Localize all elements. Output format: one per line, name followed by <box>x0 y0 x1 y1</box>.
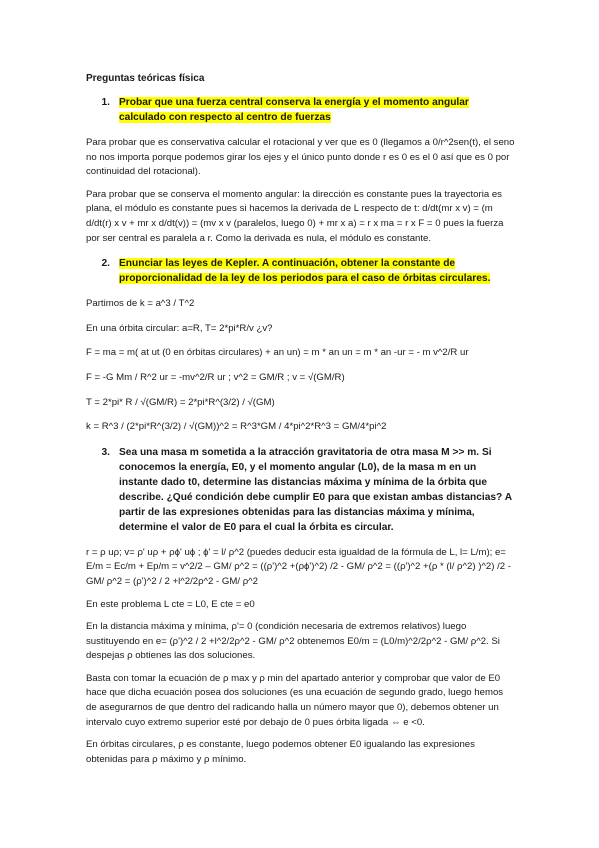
paragraph-extremes: En la distancia máxima y mínima, ρ'= 0 (condición necesaria de extremos relativos) luego sustituyendo en e= (ρ')^2 / 2 +l^2/2ρ^2 - GM/ ρ^2 obtenemos E0/m = (L0/m)^2/2ρ^2 - GM/ ρ^2. Si despejas ρ obtienes las dos soluciones. <box>86 621 500 662</box>
question-2-text-wrap <box>119 256 519 286</box>
question-3 <box>86 445 599 535</box>
paragraph-kepler-start: Partimos de k = a^3 / T^2 <box>86 298 195 310</box>
document-title: Preguntas teóricas física <box>86 73 205 84</box>
paragraph-constants: En este problema L cte = L0, E cte = e0 <box>86 598 255 610</box>
question-1 <box>86 95 599 125</box>
question-2 <box>86 256 599 286</box>
paragraph-angular-momentum: Para probar que se conserva el momento angular: la dirección es constante pues la trayectoria es plana, el módulo es constante pues si hacemos la derivada de L respecto de t: d/dt(mr x v) = (m d/dt(r) x v + mr x d/dt(v)) = (mv x v (paralelos, luego 0) + mr x a) = r x ma = r x F = 0 pues la fuerza por ser central es paralela a r. Como la derivada es nula, el módulo es constante. <box>86 188 504 244</box>
question-1-text: Probar que una fuerza central conserva la energía y el momento angular calculado con respecto al centro de fuerzas <box>119 97 469 123</box>
question-3-number: 3. <box>101 446 110 458</box>
question-3-text: Sea una masa m sometida a la atracción gravitatoria de otra masa M >> m. Si conocemos la energía, E0, y el momento angular (L0), de la masa m en un instante dado t0, determine las distancias máxima y mínima de la órbita que describe. ¿Qué condición debe cumplir E0 para que existan ambas distancias? A partir de las expresiones obtenidas para las distancias máxima y mínima, determine el valor de E0 para el cual la órbita es circular. <box>119 446 512 533</box>
paragraph-period: T = 2*pi* R / √(GM/R) = 2*pi*R^(3/2) / √(GM) <box>86 396 275 408</box>
paragraph-energy-derivation: r = ρ uρ; v= ρ' uρ + ρϕ' uϕ ; ϕ' = l/ ρ^2 (puedes deducir esta igualdad de la fórmula de L, l= L/m); e= E/m = Ec/m + Ep/m = v^2/2 – GM/ ρ^2 = ((ρ')^2 +(ρϕ')^2) /2 - GM/ ρ^2 = ((ρ')^2 +(ρ * (l/ ρ^2) )^2) /2 - GM/ ρ^2 = (ρ')^2 / 2 +l^2/2ρ^2 - GM/ ρ^2 <box>86 546 511 587</box>
paragraph-constant: k = R^3 / (2*pi*R^(3/2) / √(GM))^2 = R^3*GM / 4*pi^2*R^3 = GM/4*pi^2 <box>86 421 387 433</box>
question-1-text-wrap <box>119 95 489 125</box>
paragraph-velocity: F = -G Mm / R^2 ur = -mv^2/R ur ; v^2 = GM/R ; v = √(GM/R) <box>86 371 345 383</box>
paragraph-conservative: Para probar que es conservativa calcular el rotacional y ver que es 0 (llegamos a 0/r^2sen(t), el seno no nos importa porque podemos girar los ejes y el único punto donde r es 0 es el 0 así que es 0 por continuidad del rotacional). <box>86 137 515 178</box>
paragraph-circular: En órbitas circulares, ρ es constante, luego podemos obtener E0 igualando las expresiones obtenidas para ρ máximo y ρ mínimo. <box>86 739 475 765</box>
paragraph-circular-orbit: En una órbita circular: a=R, T= 2*pi*R/v ¿v? <box>86 322 273 334</box>
paragraph-condition: Basta con tomar la ecuación de ρ max y ρ min del apartado anterior y comprobar que valor de E0 hace que dicha ecuación posea dos soluciones (es una ecuación de segundo grado, luego hemos de asegurarnos de que dentro del radicando halla un número mayor que 0), debemos obtener un intervalo cuyo extremo superior esté por debajo de 0 pues órbita ligada ⇔ e <0. <box>86 672 504 728</box>
paragraph-force: F = ma = m( at ut (0 en órbitas circulares) + an un) = m * an un = m * an -ur = - m v^2/R ur <box>86 347 469 359</box>
question-2-number: 2. <box>101 258 110 270</box>
question-2-text: Enunciar las leyes de Kepler. A continuación, obtener la constante de proporcionalidad de la ley de los periodos para el caso de órbitas circulares. <box>119 258 491 285</box>
question-1-number: 1. <box>101 97 110 108</box>
